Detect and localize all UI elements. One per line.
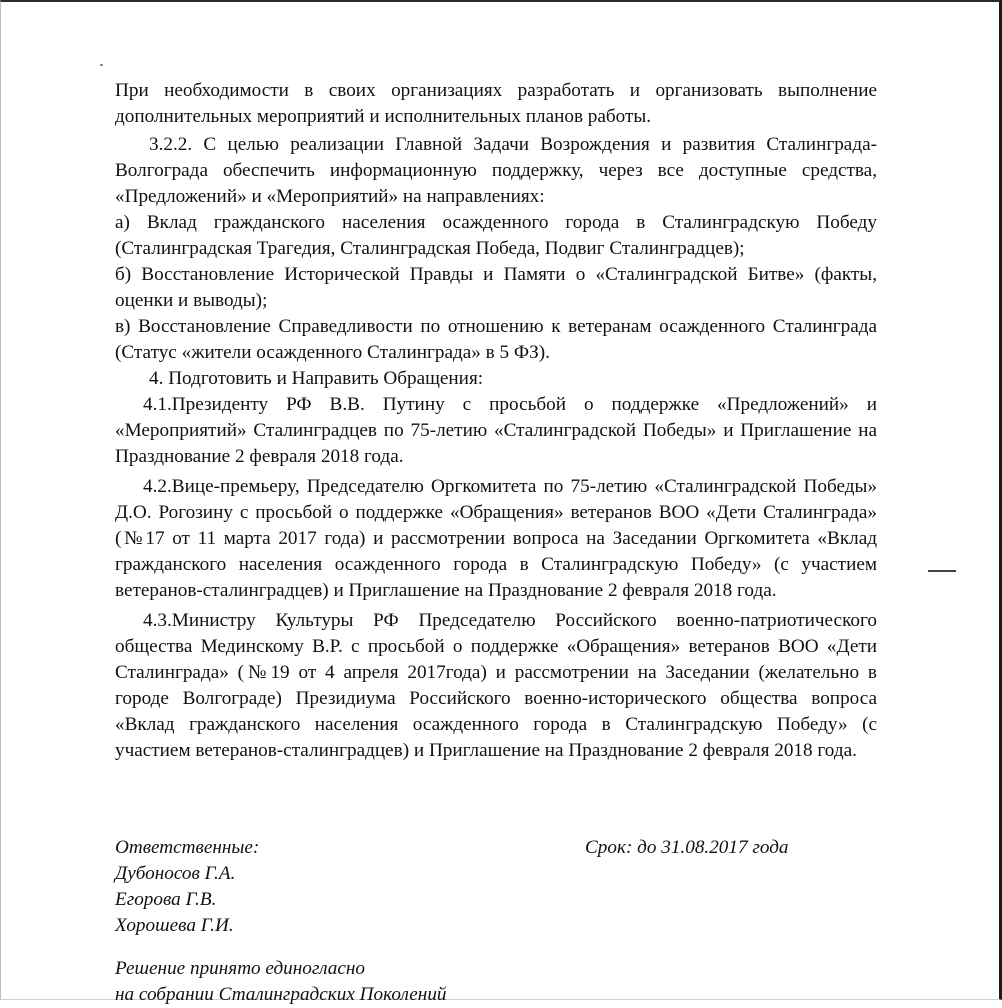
responsible-block xyxy=(115,835,259,939)
responsible-name: Дубоносов Г.А. xyxy=(115,863,236,884)
paragraph-4-1: 4.1.Президенту РФ В.В. Путину с просьбой о поддержке «Предложений» и «Мероприятий» Сталинградцев по 75-летию «Сталинградской Победы» и Приглашение на Празднование 2 февраля 2018 года. xyxy=(115,394,877,467)
responsible-name: Егорова Г.В. xyxy=(115,889,217,910)
paragraph-4: 4. Подготовить и Направить Обращения: xyxy=(149,368,484,389)
scan-speck xyxy=(100,64,103,66)
margin-mark xyxy=(928,570,956,572)
paragraph-item-a: а) Вклад гражданского населения осажденного города в Сталинградскую Победу (Сталинградская Трагедия, Сталинградская Победа, Подвиг Сталинградцев); xyxy=(115,212,877,259)
paragraph-3-2-2: 3.2.2. С целью реализации Главной Задачи Возрождения и развития Сталинграда-Волгограда обеспечить информационную поддержку, через все доступные средства, «Предложений» и «Мероприятий» на направлениях: xyxy=(115,134,877,207)
paragraph-intro: При необходимости в своих организациях разработать и организовать выполнение дополнительных мероприятий и исполнительных планов работы. xyxy=(115,80,877,127)
responsible-heading: Ответственные: xyxy=(115,837,260,858)
decision-block xyxy=(115,956,447,1008)
decision-line: Решение принято единогласно xyxy=(115,958,365,979)
paragraph-4-3: 4.3.Министру Культуры РФ Председателю Российского военно-патриотического общества Мединскому В.Р. с просьбой о поддержке «Обращения» ветеранов ВОО «Дети Сталинграда» (№19 от 4 апреля 2017года) и рассмотрении на Заседании (желательно в городе Волгограде) Президиума Российского военно-исторического общества вопроса «Вклад гражданского населения осажденного города в Сталинградскую Победу» (с участием ветеранов-сталинградцев) и Приглашение на Празднование 2 февраля 2018 года. xyxy=(115,610,877,761)
paragraph-4-2: 4.2.Вице-премьеру, Председателю Оргкомитета по 75-летию «Сталинградской Победы» Д.О. Рогозину с просьбой о поддержке «Обращения» ветеранов ВОО «Дети Сталинграда» (№17 от 11 марта 2017 года) и рассмотрении вопроса на Заседании Оргкомитета «Вклад гражданского населения осажденного города в Сталинградскую Победу» (с участием ветеранов-сталинградцев) и Приглашение на Празднование 2 февраля 2018 года. xyxy=(115,476,877,601)
paragraph-item-b: б) Восстановление Исторической Правды и Памяти о «Сталинградской Битве» (факты, оценки и выводы); xyxy=(115,264,877,311)
decision-line: на собрании Сталинградских Поколений xyxy=(115,984,447,1005)
document-body xyxy=(115,78,877,764)
responsible-name: Хорошева Г.И. xyxy=(115,915,234,936)
deadline: Срок: до 31.08.2017 года xyxy=(585,837,789,858)
paragraph-item-v: в) Восстановление Справедливости по отношению к ветеранам осажденного Сталинграда (Статус «жители осажденного Сталинграда» в 5 ФЗ). xyxy=(115,316,877,363)
